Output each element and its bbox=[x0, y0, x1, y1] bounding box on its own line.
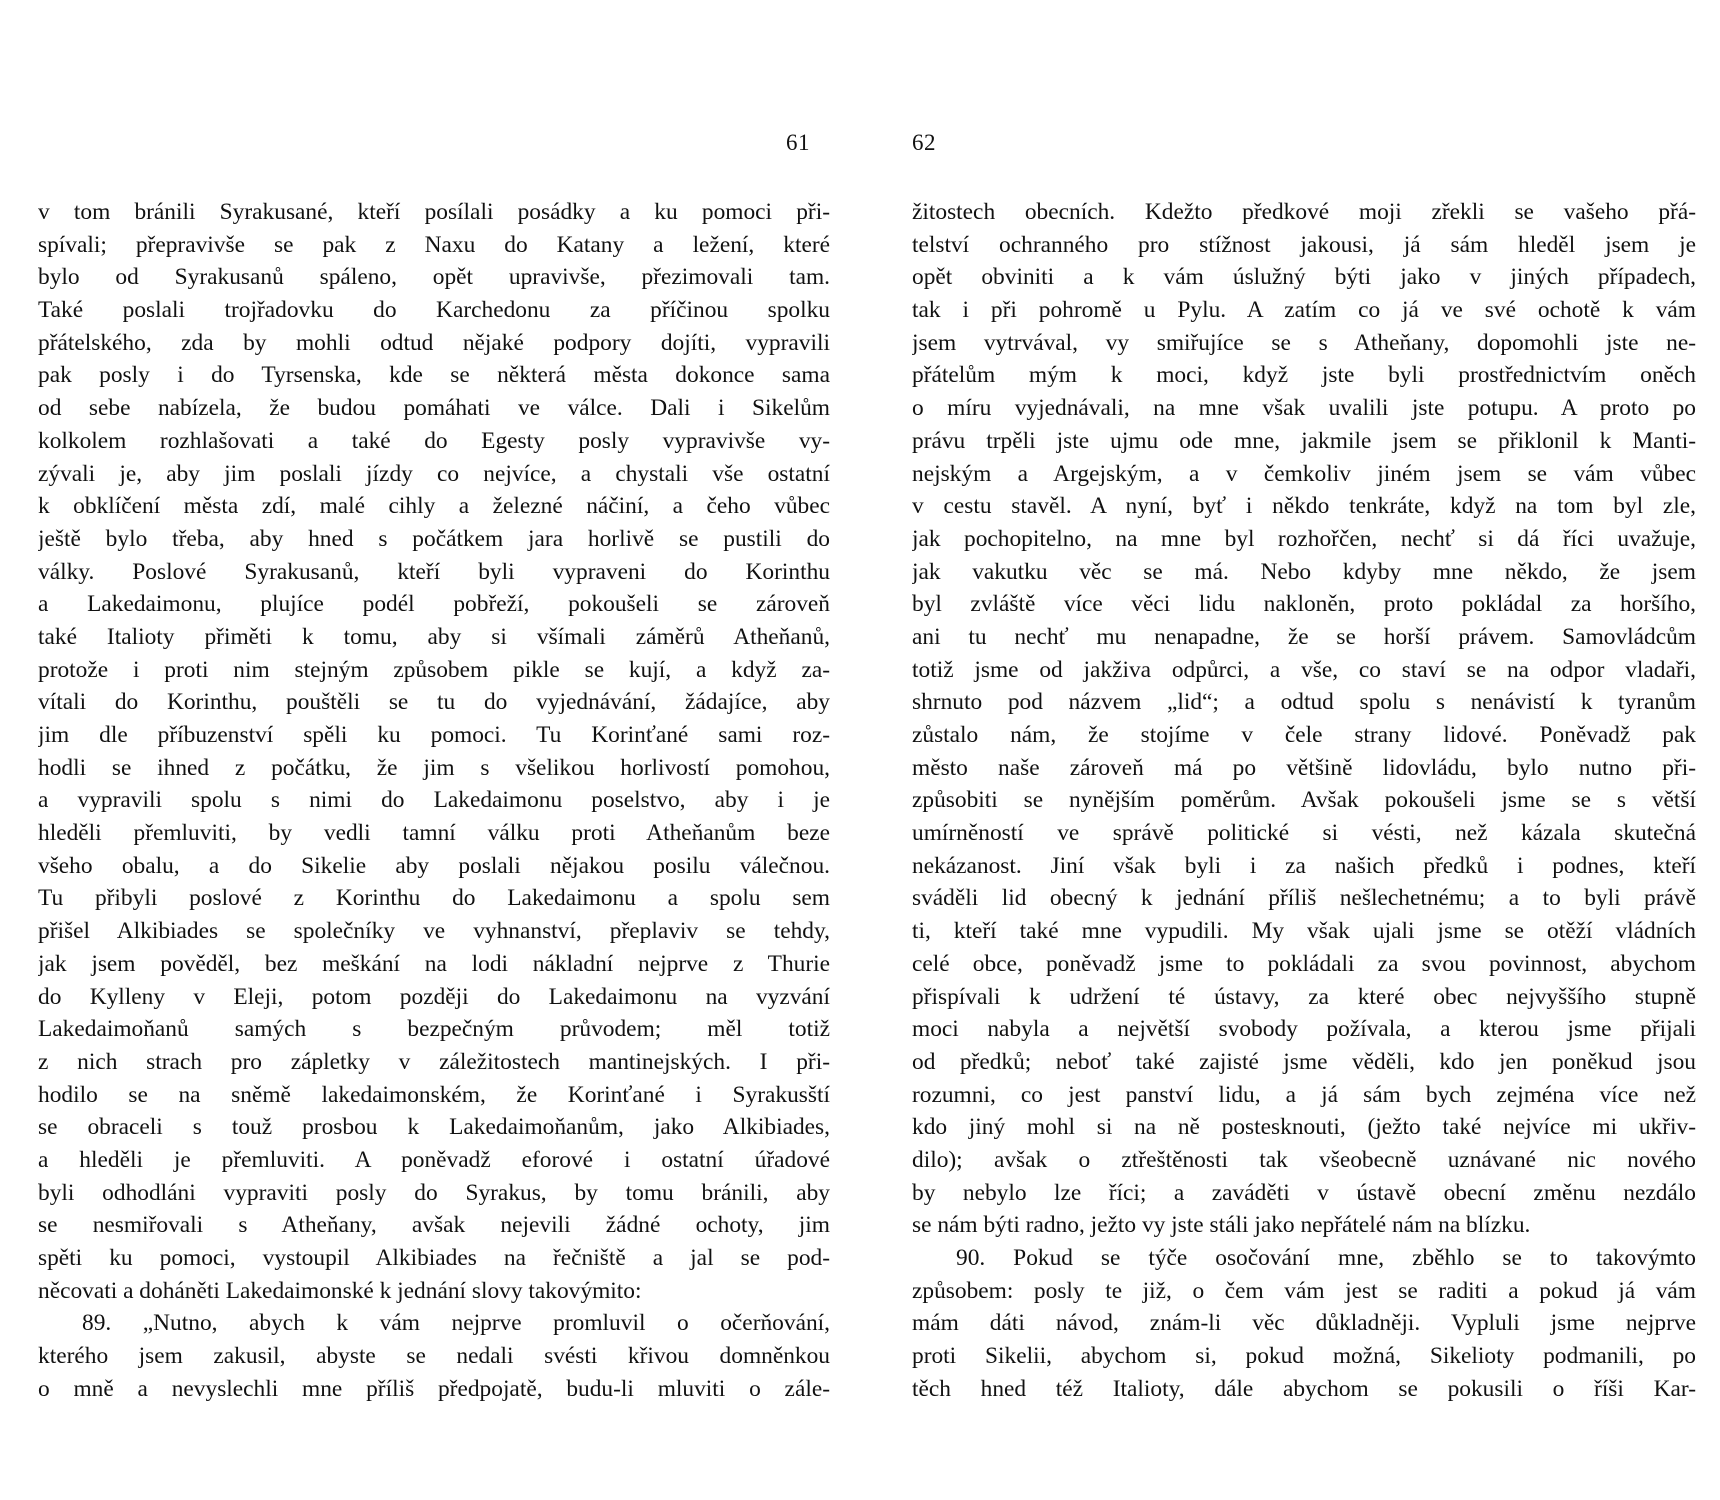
text-line: telství ochranného pro stížnost jakousi, já sám hleděl jsem je bbox=[912, 231, 1696, 258]
text-line: spívali; přepravivše se pak z Naxu do Katany a ležení, které bbox=[38, 231, 830, 258]
text-line: rozumni, co jest panství lidu, a já sám bych zejména více než bbox=[912, 1081, 1696, 1108]
text-line: se nám býti radno, ježto vy jste stáli jako nepřátelé nám na blízku. bbox=[912, 1212, 1531, 1239]
text-line: nekázanost. Jiní však byli i za našich předků i podnes, kteří bbox=[912, 852, 1696, 879]
text-line: Tu přibyli poslové z Korinthu do Lakedaimonu a spolu sem bbox=[38, 885, 830, 912]
text-line: ani tu nechť mu nenapadne, že se horší právem. Samovládcům bbox=[912, 623, 1696, 650]
page-number-left: 61 bbox=[786, 130, 810, 155]
text-line: a Lakedaimonu, plujíce podél pobřeží, pokoušeli se zároveň bbox=[38, 591, 830, 618]
text-line: od předků; neboť také zajisté jsme věděli, kdo jen poněkud jsou bbox=[912, 1048, 1696, 1075]
text-line: války. Poslové Syrakusanů, kteří byli vypraveni do Korinthu bbox=[38, 558, 830, 585]
text-line: o míru vyjednávali, na mne však uvalili jste potupu. A proto po bbox=[912, 395, 1696, 422]
left-page-text bbox=[38, 196, 830, 1405]
text-line: v cestu stavěl. A nyní, byť i někdo tenkráte, když na tom byl zle, bbox=[912, 493, 1696, 520]
text-line: dilo); avšak o ztřeštěnosti tak všeobecně uznávané nic nového bbox=[912, 1146, 1696, 1173]
text-line: se nesmiřovali s Atheňany, avšak nejevili žádné ochoty, jim bbox=[38, 1212, 830, 1239]
text-line: se obraceli s touž prosbou k Lakedaimoňanům, jako Alkibiades, bbox=[38, 1114, 830, 1141]
text-line: přátelského, zda by mohli odtud nějaké podpory dojíti, vypravili bbox=[38, 329, 830, 356]
text-line: byli odhodláni vypraviti posly do Syrakus, by tomu bránili, aby bbox=[38, 1179, 830, 1206]
page-number-right: 62 bbox=[912, 130, 936, 155]
text-line: těch hned též Italioty, dále abychom se pokusili o říši Kar- bbox=[912, 1375, 1696, 1402]
text-line: 89. „Nutno, abych k vám nejprve promluvil o očerňování, bbox=[82, 1310, 830, 1337]
text-line: něcovati a doháněti Lakedaimonské k jednání slovy takovýmito: bbox=[38, 1277, 642, 1304]
text-line: totiž jsme od jakživa odpůrci, a vše, co staví se na odpor vladaři, bbox=[912, 656, 1696, 683]
text-line: hleděli přemluviti, by vedli tamní válku proti Atheňanům beze bbox=[38, 820, 830, 847]
text-line: jak vakutku věc se má. Nebo kdyby mne někdo, že jsem bbox=[912, 558, 1696, 585]
text-line: přátelům mým k moci, když jste byli prostřednictvím oněch bbox=[912, 362, 1696, 389]
text-line: a hleděli je přemluviti. A poněvadž eforové i ostatní úřadové bbox=[38, 1146, 830, 1173]
text-line: přišel Alkibiades se společníky ve vyhnanství, přeplaviv se tehdy, bbox=[38, 918, 830, 945]
text-line: ještě bylo třeba, aby hned s počátkem jara horlivě se pustili do bbox=[38, 525, 830, 552]
text-line: proti Sikelii, abychom si, pokud možná, Sikelioty podmanili, po bbox=[912, 1343, 1696, 1370]
text-line: umírněností ve správě politické si vésti, než kázala skutečná bbox=[912, 820, 1696, 847]
text-line: 90. Pokud se týče osočování mne, zběhlo se to takovýmto bbox=[956, 1245, 1696, 1271]
text-line: kdo jiný mohl si na ně postesknouti, (ježto také nejvíce mi ukřiv- bbox=[912, 1114, 1696, 1141]
text-line: jsem vytrvával, vy smiřujíce se s Atheňany, dopomohli jste ne- bbox=[912, 329, 1696, 356]
text-line: nejským a Argejským, a v čemkoliv jiném jsem se vám vůbec bbox=[912, 460, 1696, 487]
text-line: Lakedaimoňanů samých s bezpečným průvodem; měl totiž bbox=[38, 1016, 830, 1043]
text-line: zývali je, aby jim poslali jízdy co nejvíce, a chystali vše ostatní bbox=[38, 460, 830, 487]
right-page-text bbox=[912, 196, 1696, 1405]
text-line: všeho obalu, a do Sikelie aby poslali nějakou posilu válečnou. bbox=[38, 852, 830, 879]
text-line: kolkolem rozhlašovati a také do Egesty posly vypravivše vy- bbox=[38, 427, 830, 454]
text-line: způsobiti se nynějším poměrům. Avšak pokoušeli jsme se s větší bbox=[912, 787, 1696, 814]
text-line: zůstalo nám, že stojíme v čele strany lidové. Poněvadž pak bbox=[912, 722, 1696, 748]
text-line: jak jsem pověděl, bez meškání na lodi nákladní nejprve z Thurie bbox=[38, 950, 830, 977]
text-line: právu trpěli jste ujmu ode mne, jakmile jsem se přiklonil k Manti- bbox=[912, 427, 1696, 454]
text-line: byl zvláště více věci lidu nakloněn, proto pokládal za horšího, bbox=[912, 591, 1696, 618]
text-line: město naše zároveň má po většině lidovládu, bylo nutno při- bbox=[912, 754, 1696, 781]
text-line: kterého jsem zakusil, abyste se nedali svésti křivou domněnkou bbox=[38, 1343, 830, 1370]
text-line: sváděli lid obecný k jednání příliš nešlechetnému; a to byli právě bbox=[912, 885, 1696, 912]
right-page bbox=[860, 0, 1720, 1500]
text-line: a vypravili spolu s nimi do Lakedaimonu poselstvo, aby i je bbox=[38, 787, 830, 814]
text-line: bylo od Syrakusanů spáleno, opět upravivše, přezimovali tam. bbox=[38, 264, 830, 291]
text-line: moci nabyla a největší svobody požívala, a kterou jsme přijali bbox=[912, 1016, 1696, 1043]
text-line: jak pochopitelno, na mne byl rozhořčen, nechť si dá říci uvažuje, bbox=[912, 525, 1696, 552]
text-line: také Italioty přiměti k tomu, aby si všímali záměrů Atheňanů, bbox=[38, 623, 830, 650]
text-line: ti, kteří také mne vypudili. My však ujali jsme se otěží vládních bbox=[912, 918, 1696, 945]
text-line: hodilo se na sněmě lakedaimonském, že Korinťané i Syrakusští bbox=[38, 1081, 830, 1108]
text-line: vítali do Korinthu, pouštěli se tu do vyjednávání, žádajíce, aby bbox=[38, 689, 830, 716]
text-line: protože i proti nim stejným způsobem pikle se kují, a když za- bbox=[38, 656, 830, 683]
text-line: od sebe nabízela, že budou pomáhati ve válce. Dali i Sikelům bbox=[38, 395, 830, 422]
text-line: opět obviniti a k vám úslužný býti jako v jiných případech, bbox=[912, 264, 1696, 291]
text-line: o mně a nevyslechli mne příliš předpojatě, budu-li mluviti o zále- bbox=[38, 1375, 830, 1402]
text-line: mám dáti návod, znám-li věc důkladněji. Vypluli jsme nejprve bbox=[912, 1310, 1696, 1337]
text-line: spěti ku pomoci, vystoupil Alkibiades na řečniště a jal se pod- bbox=[38, 1245, 830, 1271]
text-line: do Kylleny v Eleji, potom později do Lakedaimonu na vyzvání bbox=[38, 983, 830, 1010]
text-line: k obklíčení města zdí, malé cihly a železné náčiní, a čeho vůbec bbox=[38, 493, 830, 520]
text-line: celé obce, poněvadž jsme to pokládali za svou povinnost, abychom bbox=[912, 950, 1696, 977]
text-line: tak i při pohromě u Pylu. A zatím co já ve své ochotě k vám bbox=[912, 297, 1696, 324]
text-line: jim dle příbuzenství spěli ku pomoci. Tu Korinťané sami roz- bbox=[38, 722, 830, 748]
text-line: pak posly i do Tyrsenska, kde se některá města dokonce sama bbox=[38, 362, 830, 389]
text-line: v tom bránili Syrakusané, kteří posílali posádky a ku pomoci při- bbox=[38, 199, 830, 225]
text-line: shrnuto pod názvem „lid“; a odtud spolu s nenávistí k tyranům bbox=[912, 689, 1696, 716]
text-line: žitostech obecních. Kdežto předkové moji zřekli se vašeho přá- bbox=[912, 199, 1696, 225]
text-line: přispívali k udržení té ústavy, za které obec nejvyššího stupně bbox=[912, 983, 1696, 1010]
text-line: Také poslali trojřadovku do Karchedonu za příčinou spolku bbox=[38, 297, 830, 324]
text-line: z nich strach pro zápletky v záležitostech mantinejských. I při- bbox=[38, 1048, 830, 1075]
text-line: by nebylo lze říci; a zaváděti v ústavě obecní změnu nezdálo bbox=[912, 1179, 1696, 1206]
text-line: způsobem: posly te již, o čem vám jest se raditi a pokud já vám bbox=[912, 1277, 1696, 1304]
text-line: hodli se ihned z počátku, že jim s všelikou horlivostí pomohou, bbox=[38, 754, 830, 781]
